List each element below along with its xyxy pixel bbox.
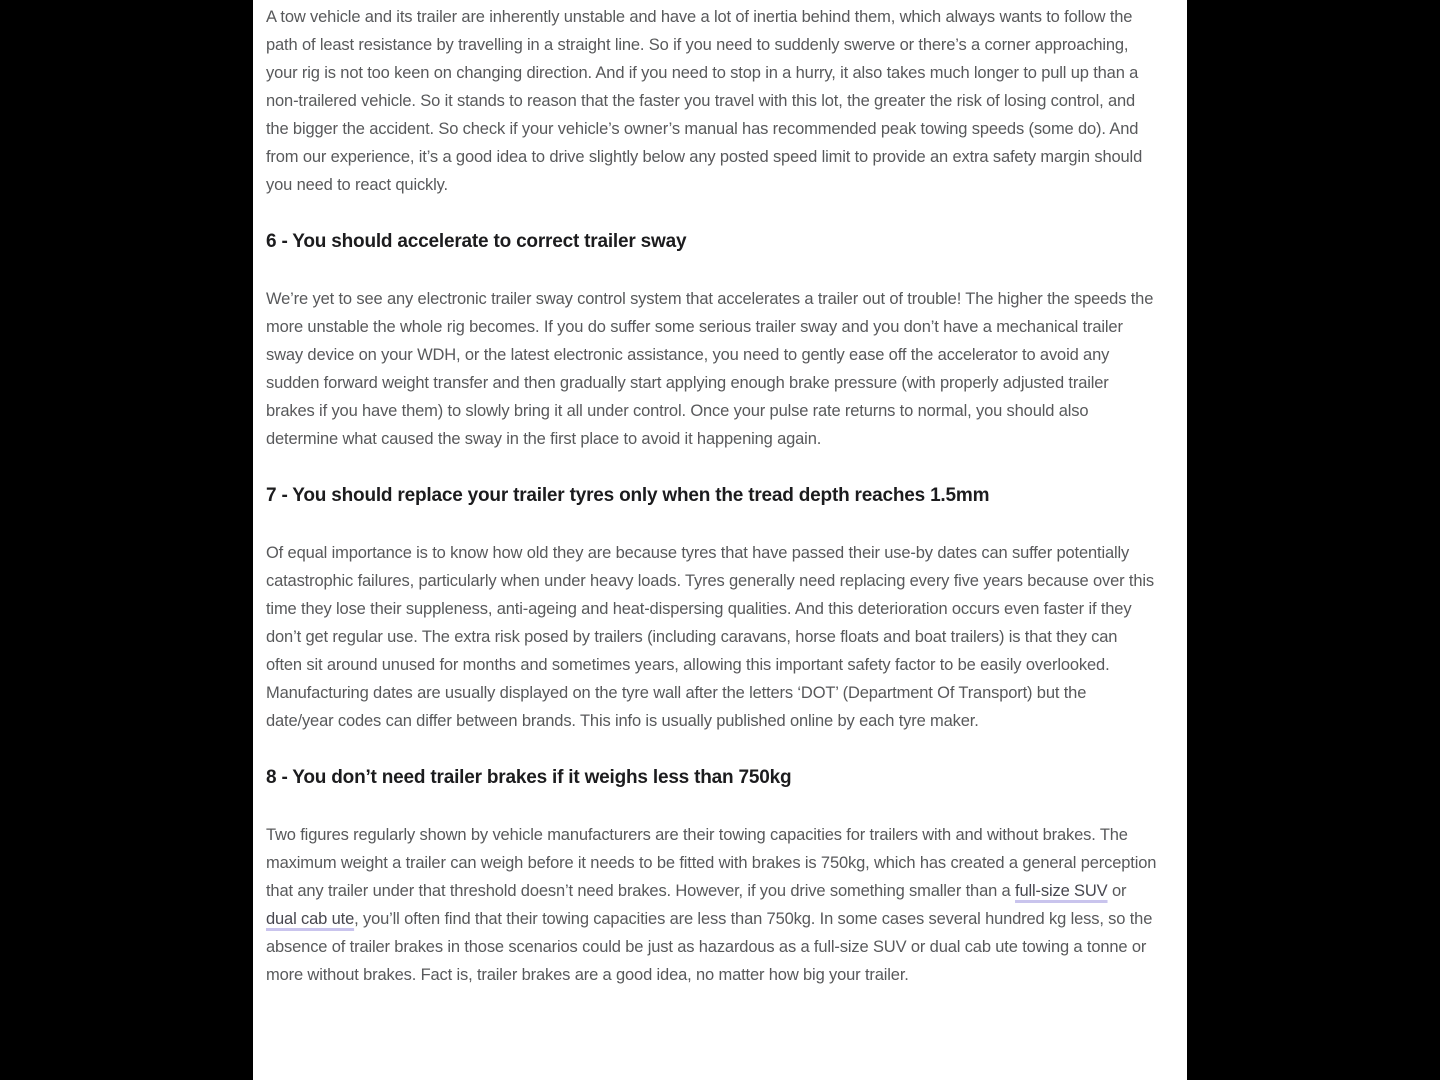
section-heading-8: 8 - You don’t need trailer brakes if it weighs less than 750kg [266,767,792,788]
section-7-paragraph: Of equal importance is to know how old they are because tyres that have passed their use-by dates can suffer potentially catastrophic failures, particularly when under heavy loads. Tyres generally need replacing every five years because over this time they lose their suppleness, anti-ageing and heat-dispersing qualities. And this deterioration occurs even faster if they don’t get regular use. The extra risk posed by trailers (including caravans, horse floats and boat trailers) is that they can often sit around unused for months and sometimes years, allowing this important safety factor to be easily overlooked. Manufacturing dates are usually displayed on the tyre wall after the letters ‘DOT’ (Department Of Transport) but the date/year codes can differ between brands. This info is usually published online by each tyre maker. [266,544,1155,730]
text-segment-between-links: or [1107,882,1127,900]
full-size-suv-link[interactable]: full-size SUV [1015,882,1108,900]
text-segment-after-links: , you’ll often find that their towing capacities are less than 750kg. In some cases several hundred kg less, so the absence of trailer brakes in those scenarios could be just as hazardous as a full-size SUV or dual cab ute towing a tonne or more without brakes. Fact is, trailer brakes are a good idea, no matter how big your trailer. [266,910,1153,984]
article-body [253,0,1187,989]
dual-cab-ute-link[interactable]: dual cab ute [266,910,355,928]
left-letterbox-bar [0,0,253,1080]
section-heading-6: 6 - You should accelerate to correct trailer sway [266,231,687,252]
article-page [253,0,1187,1080]
section-heading-7: 7 - You should replace your trailer tyres only when the tread depth reaches 1.5mm [266,485,990,506]
right-letterbox-bar [1187,0,1440,1080]
section-6-paragraph: We’re yet to see any electronic trailer sway control system that accelerates a trailer out of trouble! The higher the speeds the more unstable the whole rig becomes. If you do suffer some serious trailer sway and you don’t have a mechanical trailer sway device on your WDH, or the latest electronic assistance, you need to gently ease off the accelerator to avoid any sudden forward weight transfer and then gradually start applying enough brake pressure (with properly adjusted trailer brakes if you have them) to slowly bring it all under control. Once your pulse rate returns to normal, you should also determine what caused the sway in the first place to avoid it happening again. [266,290,1154,448]
text-segment-before-links: Two figures regularly shown by vehicle manufacturers are their towing capacities for trailers with and without brakes. The maximum weight a trailer can weigh before it needs to be fitted with brakes is 750kg, which has created a general perception that any trailer under that threshold doesn’t need brakes. However, if you drive something smaller than a [266,826,1157,900]
intro-paragraph: A tow vehicle and its trailer are inherently unstable and have a lot of inertia behind them, which always wants to follow the path of least resistance by travelling in a straight line. So if you need to suddenly swerve or there’s a corner approaching, your rig is not too keen on changing direction. And if you need to stop in a hurry, it also takes much longer to pull up than a non-trailered vehicle. So it stands to reason that the faster you travel with this lot, the greater the risk of losing control, and the bigger the accident. So check if your vehicle’s owner’s manual has recommended peak towing speeds (some do). And from our experience, it’s a good idea to drive slightly below any posted speed limit to provide an extra safety margin should you need to react quickly. [266,8,1143,194]
section-8-paragraph [266,821,1157,989]
